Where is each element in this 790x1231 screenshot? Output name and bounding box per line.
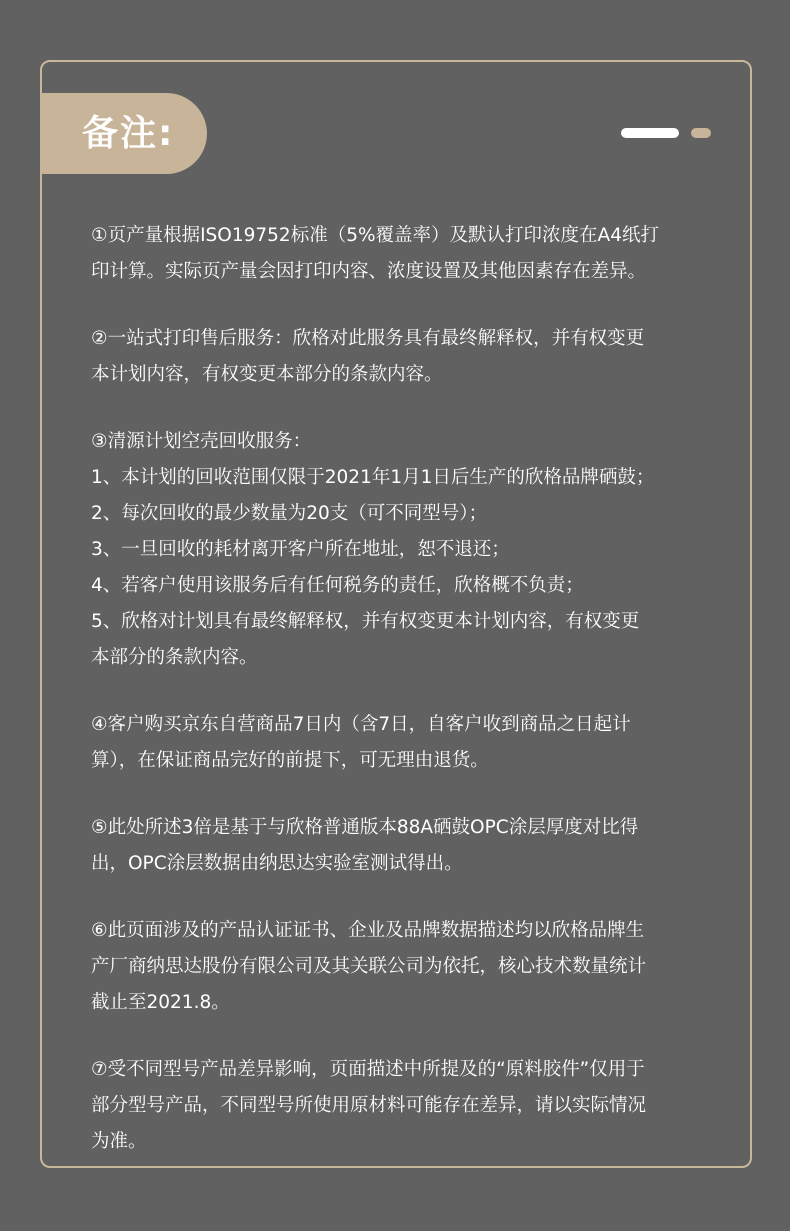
note-line: ⑦受不同型号产品差异影响，页面描述中所提及的“原料胶件”仅用于: [91, 1059, 645, 1080]
note-line: 本部分的条款内容。: [91, 647, 258, 668]
note-line: 1、本计划的回收范围仅限于2021年1月1日后生产的欣格品牌硒鼓；: [91, 467, 655, 488]
note-item-2: [91, 321, 703, 393]
note-line: ③清源计划空壳回收服务：: [91, 431, 312, 452]
note-item-6: [91, 913, 703, 1021]
note-line: 产厂商纳思达股份有限公司及其关联公司为依托，核心技术数量统计: [91, 956, 647, 977]
note-line: 本计划内容，有权变更本部分的条款内容。: [91, 364, 443, 385]
note-line: 部分型号产品，不同型号所使用原材料可能存在差异，请以实际情况: [91, 1095, 647, 1116]
note-line: ④客户购买京东自营商品7日内（含7日，自客户收到商品之日起计: [91, 714, 631, 735]
note-line: 为准。: [91, 1131, 147, 1152]
note-line: 算），在保证商品完好的前提下，可无理由退货。: [91, 750, 489, 771]
note-line: ①页产量根据ISO19752标准（5%覆盖率）及默认打印浓度在A4纸打: [91, 225, 659, 246]
page-title: 备注:: [82, 113, 175, 154]
note-line: 4、若客户使用该服务后有任何税务的责任，欣格概不负责；: [91, 575, 584, 596]
note-item-5: [91, 810, 703, 882]
note-line: 2、每次回收的最少数量为20支（可不同型号）；: [91, 503, 488, 524]
note-line: 印计算。实际页产量会因打印内容、浓度设置及其他因素存在差异。: [91, 261, 647, 282]
note-item-1: [91, 218, 703, 290]
note-item-3: [91, 424, 703, 676]
note-line: 3、一旦回收的耗材离开客户所在地址，恕不退还；: [91, 539, 510, 560]
notes-list: [91, 218, 703, 1191]
note-item-7: [91, 1052, 703, 1160]
decorative-bar-long: [621, 128, 679, 138]
note-line: ⑥此页面涉及的产品认证证书、企业及品牌数据描述均以欣格品牌生: [91, 920, 645, 941]
note-item-4: [91, 707, 703, 779]
note-line: 截止至2021.8。: [91, 992, 230, 1013]
note-line: 出，OPC涂层数据由纳思达实验室测试得出。: [91, 853, 463, 874]
title-tab: [40, 93, 207, 174]
note-line: ②一站式打印售后服务：欣格对此服务具有最终解释权，并有权变更: [91, 328, 645, 349]
note-line: ⑤此处所述3倍是基于与欣格普通版本88A硒鼓OPC涂层厚度对比得: [91, 817, 639, 838]
decorative-bar-short: [691, 128, 711, 138]
note-line: 5、欣格对计划具有最终解释权，并有权变更本计划内容，有权变更: [91, 611, 640, 632]
